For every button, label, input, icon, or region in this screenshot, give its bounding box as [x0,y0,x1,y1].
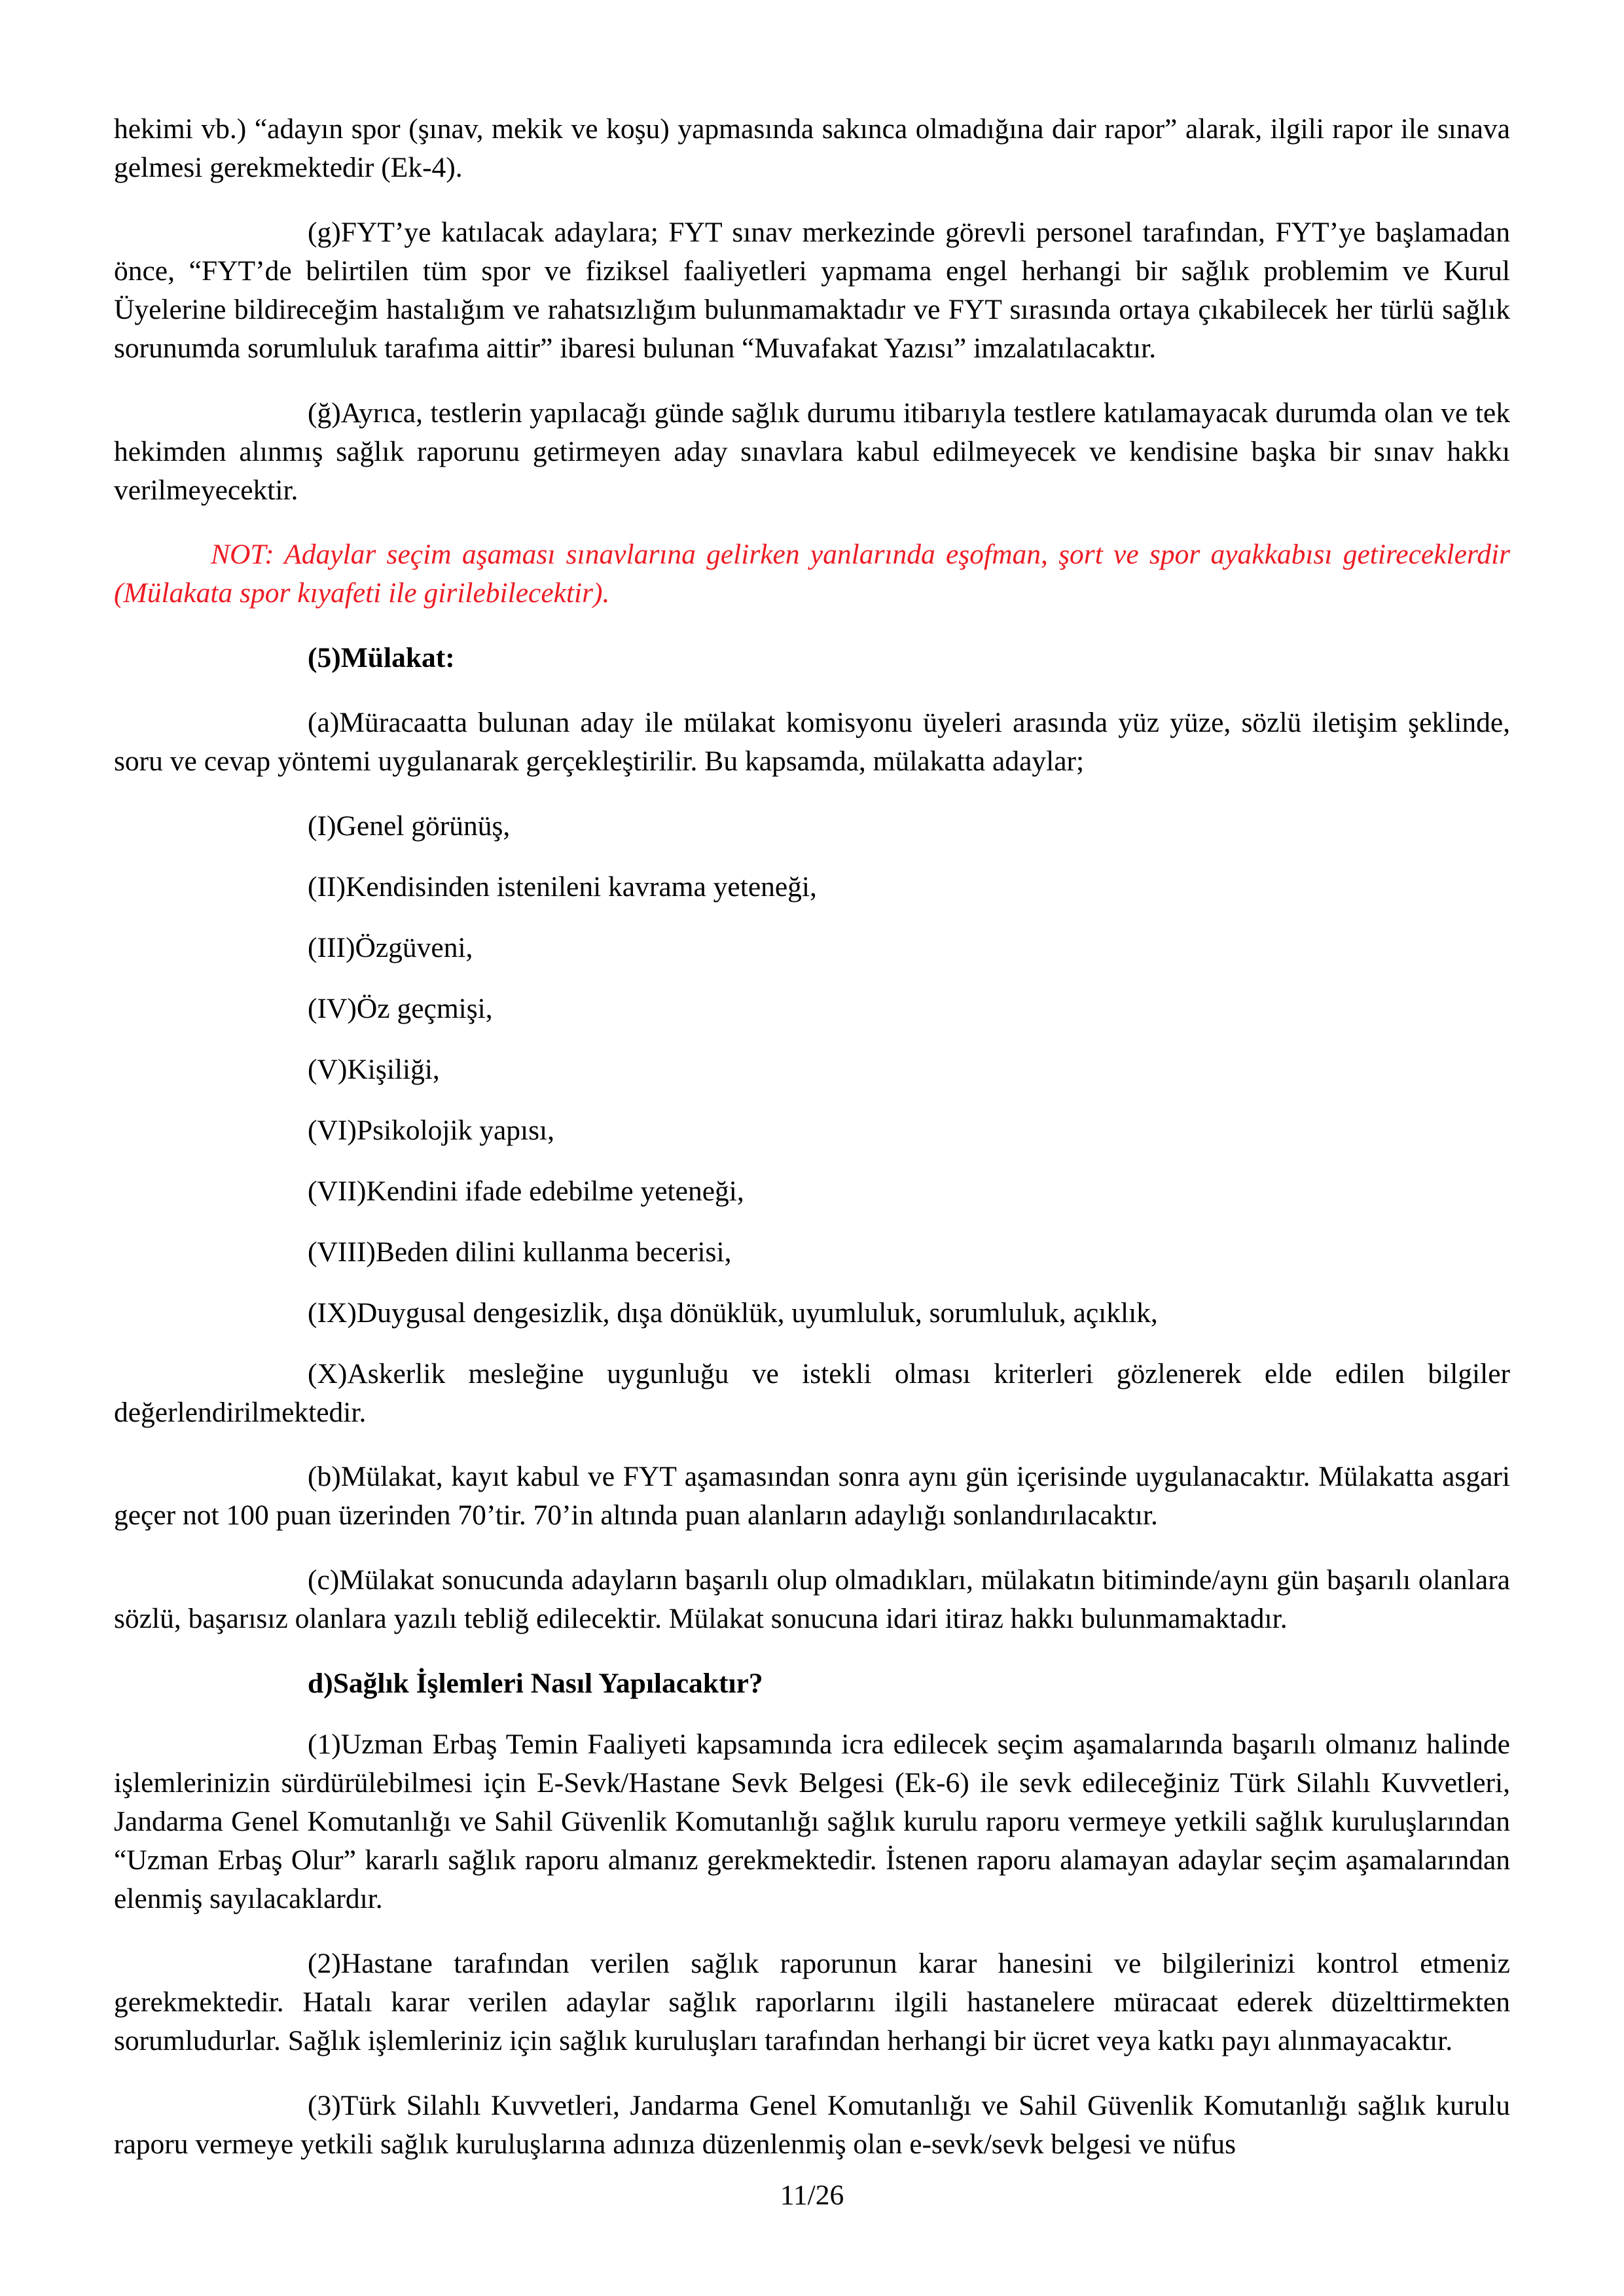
list-item-marker: (II) [308,871,346,903]
paragraph-label-2: (2) [308,1947,341,1979]
spacer [114,1028,1510,1050]
list-item [114,1111,1510,1150]
paragraph-text-3: Türk Silahlı Kuvvetleri, Jandarma Genel Komutanlığı ve Sahil Güvenlik Komutanlığı sağlık kurulu raporu vermeye yetkili sağlık kuruluşlarına adınıza düzenlenmiş olan e-sevk/sevk belgesi ve nüfus [114,2089,1510,2160]
paragraph-text-c: Mülakat sonucunda adayların başarılı olup olmadıkları, mülakatın bitiminde/aynı gün başarılı olanlara sözlü, başarısız olanlara yazılı tebliğ edilecektir. Mülakat sonucuna idari itiraz hakkı bulunmamaktadır. [114,1564,1510,1635]
paragraph-text-g-breve: Ayrıca, testlerin yapılacağı günde sağlık durumu itibarıyla testlere katılamayacak durumda olan ve tek hekimden alınmış sağlık raporunu getirmeyen aday sınavlara kabul edilmeyecek ve kendisine başka bir sınav hakkı verilmeyecektir. [114,397,1510,506]
paragraph-item-g-breve [114,394,1510,510]
spacer [114,677,1510,704]
paragraph-label-1: (1) [308,1729,341,1761]
list-item-marker: (VI) [308,1114,357,1146]
list-item-marker: (VII) [308,1175,367,1207]
list-item-label: Kendini ifade edebilme yeteneği, [366,1175,744,1207]
paragraph-label-c: (c) [308,1564,340,1596]
list-item-label: Duygusal dengesizlik, dışa dönüklük, uyumluluk, sorumluluk, açıklık, [356,1297,1158,1329]
list-item-marker: (IV) [308,992,357,1024]
paragraph-label-a: (a) [308,707,340,739]
paragraph-text-x: Askerlik mesleğine uygunluğu ve istekli olması kriterleri gözlenerek elde edilen bilgiler değerlendirilmektedir. [114,1357,1510,1428]
spacer [114,1535,1510,1561]
list-item-label: Beden dilini kullanma becerisi, [375,1236,732,1268]
spacer [114,1918,1510,1945]
paragraph-text-g: FYT’ye katılacak adaylara; FYT sınav merkezinde görevli personel tarafından, FYT’ye başlamadan önce, “FYT’de belirtilen tüm spor ve fiziksel faaliyetleri yapmama engel herhangi bir sağlık problemim ve Kurul Üyelerine bildireceğim hastalığım ve rahatsızlığım bulunmamaktadır ve FYT sırasında ortaya çıkabilecek her türlü sağlık sorunumda sorumluluk tarafıma aittir” ibaresi bulunan “Muvafakat Yazısı” imzalatılacaktır. [114,216,1510,364]
list-item-label: Kişiliği, [347,1053,440,1085]
list-item-marker: (VIII) [308,1236,376,1268]
spacer [114,1211,1510,1233]
list-item-label: Psikolojik yapısı, [356,1114,554,1146]
paragraph-label-3: (3) [308,2089,341,2121]
paragraph-text-a: Müracaatta bulunan aday ile mülakat komisyonu üyeleri arasında yüz yüze, sözlü iletişim şeklinde, soru ve cevap yöntemi uygulanarak gerçekleştirilir. Bu kapsamda, mülakatta adaylar; [114,707,1510,778]
paragraph-item-x [114,1355,1510,1432]
heading-d-text: Sağlık İşlemleri Nasıl Yapılacaktır? [333,1668,763,1700]
paragraph-item-c [114,1561,1510,1638]
spacer [114,906,1510,929]
paragraph-item-b [114,1458,1510,1535]
paragraph-label-b: (b) [308,1461,341,1493]
heading-d-label: d) [308,1668,333,1700]
list-item [114,929,1510,967]
list-item [114,990,1510,1028]
spacer [114,1431,1510,1458]
list-item-marker: (IX) [308,1297,357,1329]
list-item-label: Genel görünüş, [336,810,511,842]
spacer [114,1150,1510,1172]
list-item-marker: (III) [308,932,355,963]
spacer [114,846,1510,868]
paragraph-item-g [114,213,1510,368]
spacer [114,1089,1510,1111]
list-item-marker: (V) [308,1053,348,1085]
paragraph-label-g: (g) [308,216,341,248]
list-item-label: Özgüveni, [355,932,473,963]
page-number: 11/26 [780,2179,844,2211]
spacer [114,1638,1510,1664]
list-item-label: Öz geçmişi, [356,992,493,1024]
heading-5-label: (5) [308,642,341,674]
spacer [114,781,1510,807]
list-item [114,1294,1510,1333]
paragraph-text-1: Uzman Erbaş Temin Faaliyeti kapsamında icra edilecek seçim aşamalarında başarılı olmanız halinde işlemlerinizin sürdürülebilmesi için E-Sevk/Hastane Sevk Belgesi (Ek-6) ile sevk edileceğiniz Türk Silahlı Kuvvetleri, Jandarma Genel Komutanlığı ve Sahil Güvenlik Komutanlığı sağlık kurulu raporu vermeye yetkili sağlık kuruluşlarından “Uzman Erbaş Olur” kararlı sağlık raporu almanız gerekmektedir. İstenen raporu alamayan adaylar seçim aşamalarından elenmiş sayılacaklardır. [114,1729,1510,1914]
paragraph-label-x: (X) [308,1357,348,1390]
list-item [114,1050,1510,1089]
spacer [114,368,1510,394]
spacer [114,1333,1510,1355]
spacer [114,1272,1510,1294]
list-item-marker: (I) [308,810,336,842]
paragraph-item-1 [114,1725,1510,1918]
spacer [114,509,1510,535]
list-item [114,807,1510,846]
heading-5-text: Mülakat: [340,642,455,674]
paragraph-item-2 [114,1945,1510,2060]
spacer [114,967,1510,990]
document-body [114,110,1510,2164]
spacer [114,2060,1510,2087]
list-item [114,1233,1510,1272]
heading-5-mulakat [114,639,1510,677]
list-item-label: Kendisinden istenileni kavrama yeteneği, [345,871,817,903]
spacer [114,1703,1510,1725]
paragraph-text-2: Hastane tarafından verilen sağlık raporunun karar hanesini ve bilgilerinizi kontrol etmeniz gerekmektedir. Hatalı karar verilen adaylar sağlık raporlarını ilgili hastanelere müracaat ederek düzelttirmekten sorumludurlar. Sağlık işlemleriniz için sağlık kuruluşları tarafından herhangi bir ücret veya katkı payı alınmayacaktır. [114,1947,1510,2056]
spacer [114,187,1510,213]
paragraph-text-b: Mülakat, kayıt kabul ve FYT aşamasından sonra aynı gün içerisinde uygulanacaktır. Mülakatta asgari geçer not 100 puan üzerinden 70’tir. 70’in altında puan alanların adaylığı sonlandırılacaktır. [114,1461,1510,1532]
paragraph-item-a [114,704,1510,781]
paragraph-item-3 [114,2087,1510,2164]
list-item [114,868,1510,906]
heading-d-saglik-islemleri [114,1664,1510,1703]
note-paragraph: NOT: Adaylar seçim aşaması sınavlarına gelirken yanlarında eşofman, şort ve spor ayakkabısı getireceklerdir (Mülakata spor kıyafeti ile girilebilecektir). [114,539,1510,609]
list-item [114,1172,1510,1211]
paragraph-continuation: hekimi vb.) “adayın spor (şınav, mekik ve koşu) yapmasında sakınca olmadığına dair rapor” alarak, ilgili rapor ile sınava gelmesi gerekmektedir (Ek-4). [114,113,1510,183]
spacer [114,613,1510,639]
paragraph-label-g-breve: (ğ) [308,397,341,429]
